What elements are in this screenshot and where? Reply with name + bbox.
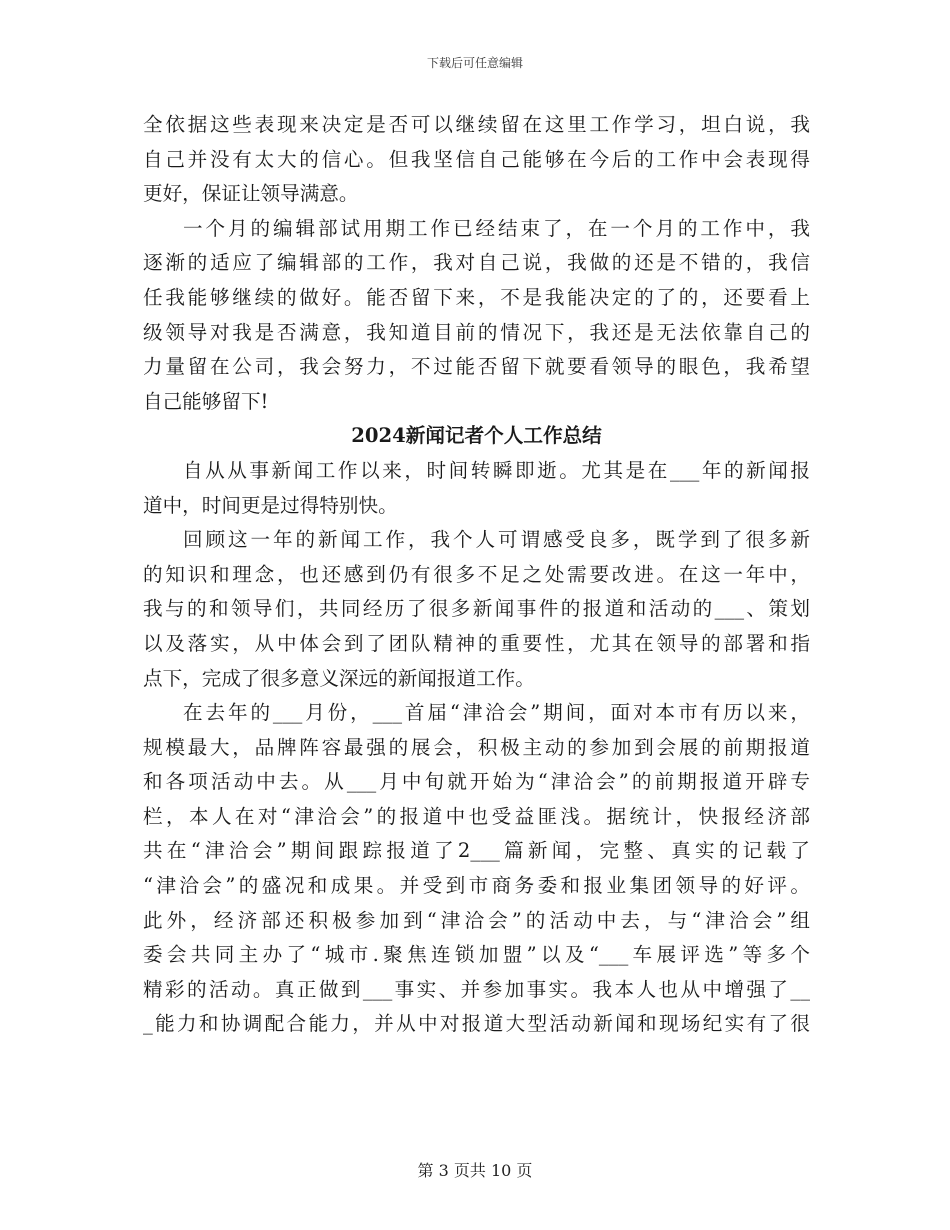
text-line: 自从从事新闻工作以来，时间转瞬即逝。尤其是在___年的新闻报 [183, 458, 810, 482]
text-line: 点下，完成了很多意义深远的新闻报道工作。 [143, 666, 535, 690]
section-title: 2024新闻记者个人工作总结 [351, 424, 602, 448]
text-line: 此外，经济部还积极参加到“津洽会”的活动中去，与“津洽会”组 [143, 908, 810, 932]
document-body [143, 108, 810, 1042]
paragraph [143, 108, 810, 212]
text-line: 力量留在公司，我会努力，不过能否留下就要看领导的眼色，我希望 [143, 355, 810, 379]
text-line: 的知识和理念，也还感到仍有很多不足之处需要改进。在这一年中， [143, 562, 810, 586]
text-line: 自己并没有太大的信心。但我坚信自己能够在今后的工作中会表现得 [143, 147, 810, 171]
paragraph [143, 523, 810, 696]
text-line: 精彩的活动。真正做到___事实、并参加事实。我本人也从中增强了__ [143, 977, 810, 1001]
text-line: 规模最大，品牌阵容最强的展会，积极主动的参加到会展的前期报道 [143, 735, 810, 759]
text-line: 和各项活动中去。从___月中旬就开始为“津洽会”的前期报道开辟专 [143, 770, 810, 794]
paragraph [143, 696, 810, 1042]
text-line: 委会共同主办了“城市.聚焦连锁加盟”以及“___车展评选”等多个 [143, 943, 810, 967]
paragraph [143, 454, 810, 523]
text-line: 级领导对我是否满意，我知道目前的情况下，我还是无法依靠自己的 [143, 320, 810, 344]
text-line: 以及落实，从中体会到了团队精神的重要性，尤其在领导的部署和指 [143, 631, 810, 655]
text-line: “津洽会”的盛况和成果。并受到市商务委和报业集团领导的好评。 [143, 874, 810, 898]
text-line: 栏，本人在对“津洽会”的报道中也受益匪浅。据统计，快报经济部 [143, 804, 810, 828]
text-line: 任我能够继续的做好。能否留下来，不是我能决定的了的，还要看上 [143, 285, 810, 309]
page-footer: 第 3 页共 10 页 [417, 1161, 533, 1180]
text-line: 道中，时间更是过得特别快。 [143, 493, 398, 517]
text-line: _能力和协调配合能力，并从中对报道大型活动新闻和现场纪实有了很 [143, 1012, 810, 1036]
page-header: 下载后可任意编辑 [426, 56, 523, 70]
text-line: 回顾这一年的新闻工作，我个人可谓感受良多，既学到了很多新 [183, 528, 810, 552]
text-line: 自己能够留下! [143, 389, 269, 413]
text-line: 更好，保证让领导满意。 [143, 182, 359, 206]
text-line: 逐渐的适应了编辑部的工作，我对自己说，我做的还是不错的，我信 [143, 251, 810, 275]
paragraph [143, 212, 810, 420]
text-line: 全依据这些表现来决定是否可以继续留在这里工作学习，坦白说，我 [143, 113, 810, 136]
text-line: 在去年的___月份，___首届“津洽会”期间，面对本市有历以来， [183, 701, 810, 725]
text-line: 我与的和领导们，共同经历了很多新闻事件的报道和活动的___、策划 [143, 597, 810, 621]
text-line: 共在“津洽会”期间跟踪报道了2___篇新闻，完整、真实的记载了 [143, 839, 810, 863]
text-line: 一个月的编辑部试用期工作已经结束了，在一个月的工作中，我 [183, 216, 810, 240]
